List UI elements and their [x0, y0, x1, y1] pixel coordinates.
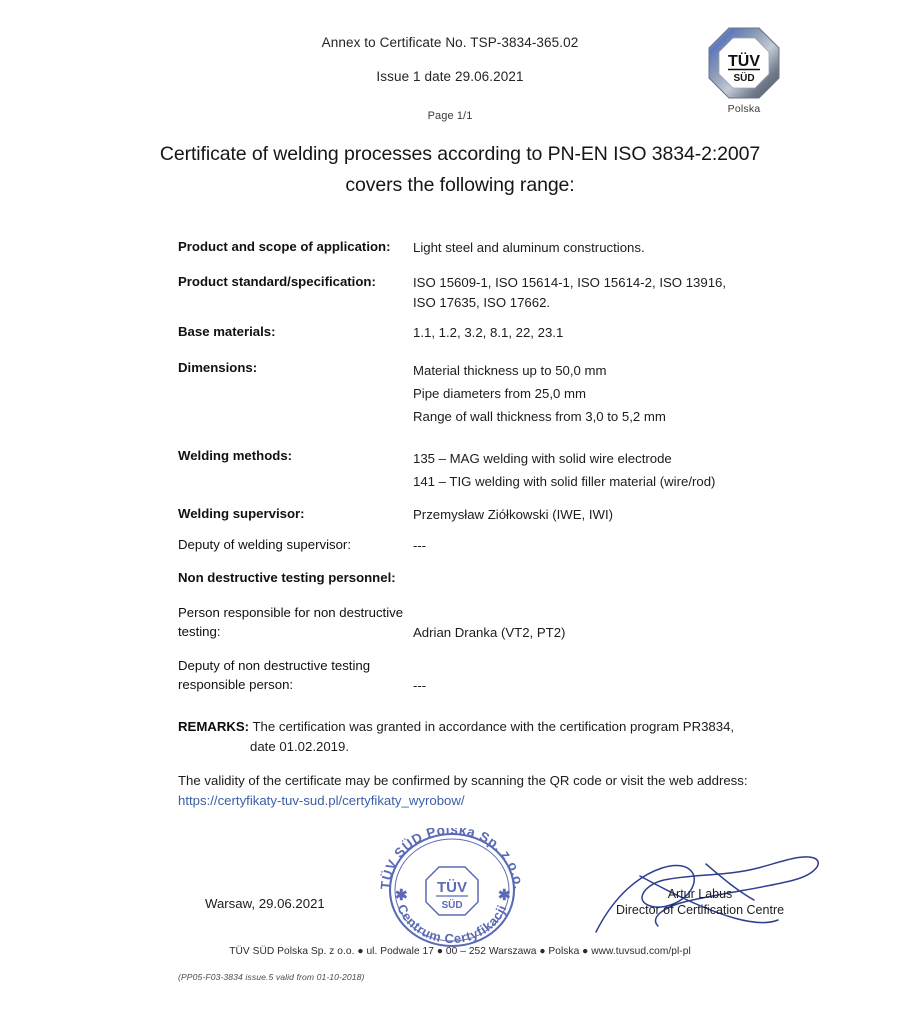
footer-company-address: TÜV SÜD Polska Sp. z o.o. ● ul. Podwale 17 ● 00 – 252 Warszawa ● Polska ● www.tuvsud.com/pl-pl: [229, 946, 691, 957]
remarks-keyword: REMARKS:: [178, 719, 250, 734]
row-value: Light steel and aluminum constructions.: [413, 240, 645, 255]
row-value: ---: [413, 678, 427, 693]
logo-country-label: Polska: [727, 103, 761, 115]
row-label: Product standard/specification:: [178, 274, 376, 289]
remarks-section: [178, 717, 778, 757]
row-label: Non destructive testing personnel:: [178, 570, 396, 585]
certificate-verification-link[interactable]: https://certyfikaty-tuv-sud.pl/certyfikaty_wyrobow/: [178, 793, 465, 808]
stamp-star-right: ✱: [498, 887, 511, 904]
row-value: Przemysław Ziółkowski (IWE, IWI): [413, 507, 614, 522]
row-label: Base materials:: [178, 324, 276, 339]
row-label: Dimensions:: [178, 360, 258, 375]
validity-section: [178, 771, 798, 811]
tuv-sud-octagon-icon: [707, 26, 781, 100]
row-label: Welding methods:: [178, 448, 293, 463]
stamp-star-left: ✱: [395, 887, 408, 904]
row-label: Person responsible for non destructive testing:: [178, 605, 404, 639]
stamp-bottom-arc-text: Centrum Certyfikacji: [394, 901, 510, 947]
row-value: ISO 15609-1, ISO 15614-1, ISO 15614-2, ISO 13916, ISO 17635, ISO 17662.: [413, 275, 727, 310]
row-value: Material thickness up to 50,0 mm Pipe diameters from 25,0 mm Range of wall thickness from 3,0 to 5,2 mm: [413, 363, 666, 424]
row-label: Deputy of welding supervisor:: [178, 537, 351, 552]
stamp-center-tuv: TÜV: [437, 879, 467, 896]
signatory-block: [575, 886, 825, 918]
logo-tuv-text: TÜV: [728, 53, 760, 70]
row-value: 135 – MAG welding with solid wire electrode 141 – TIG welding with solid filler material (wire/rod): [413, 451, 716, 489]
remarks-text-line1: The certification was granted in accordance with the certification program PR3834,: [249, 719, 735, 734]
row-label: Product and scope of application:: [178, 239, 391, 254]
validity-text: The validity of the certificate may be confirmed by scanning the QR code or visit the web address:: [178, 773, 748, 788]
row-value: Adrian Dranka (VT2, PT2): [413, 625, 566, 640]
stamp-center-sud: SÜD: [441, 900, 463, 911]
issue-date-line: Issue 1 date 29.06.2021: [376, 69, 524, 84]
page-subtitle: covers the following range:: [345, 174, 575, 196]
row-label: Deputy of non destructive testing responsible person:: [178, 658, 371, 692]
company-round-stamp: [376, 828, 528, 952]
tuv-sud-logo: [702, 26, 786, 115]
row-value: ---: [413, 538, 427, 553]
page-number: Page 1/1: [427, 110, 473, 122]
logo-sud-text: SÜD: [733, 73, 755, 84]
signatory-role: Director of Certification Centre: [615, 903, 785, 917]
row-value: 1.1, 1.2, 3.2, 8.1, 22, 23.1: [413, 325, 564, 340]
page-title: Certificate of welding processes according to PN-EN ISO 3834-2:2007: [159, 143, 761, 165]
stamp-top-arc-text: TÜV SÜD Polska Sp. z o.o.: [377, 828, 527, 891]
remarks-text-line2: date 01.02.2019.: [250, 739, 349, 754]
footer-document-code: (PP05-F03-3834 issue.5 valid from 01-10-2018): [178, 972, 365, 982]
row-label: Welding supervisor:: [178, 506, 305, 521]
signatory-name: Artur Labus: [667, 887, 733, 901]
annex-certificate-number: Annex to Certificate No. TSP-3834-365.02: [321, 35, 579, 50]
place-and-date: Warsaw, 29.06.2021: [205, 896, 325, 911]
